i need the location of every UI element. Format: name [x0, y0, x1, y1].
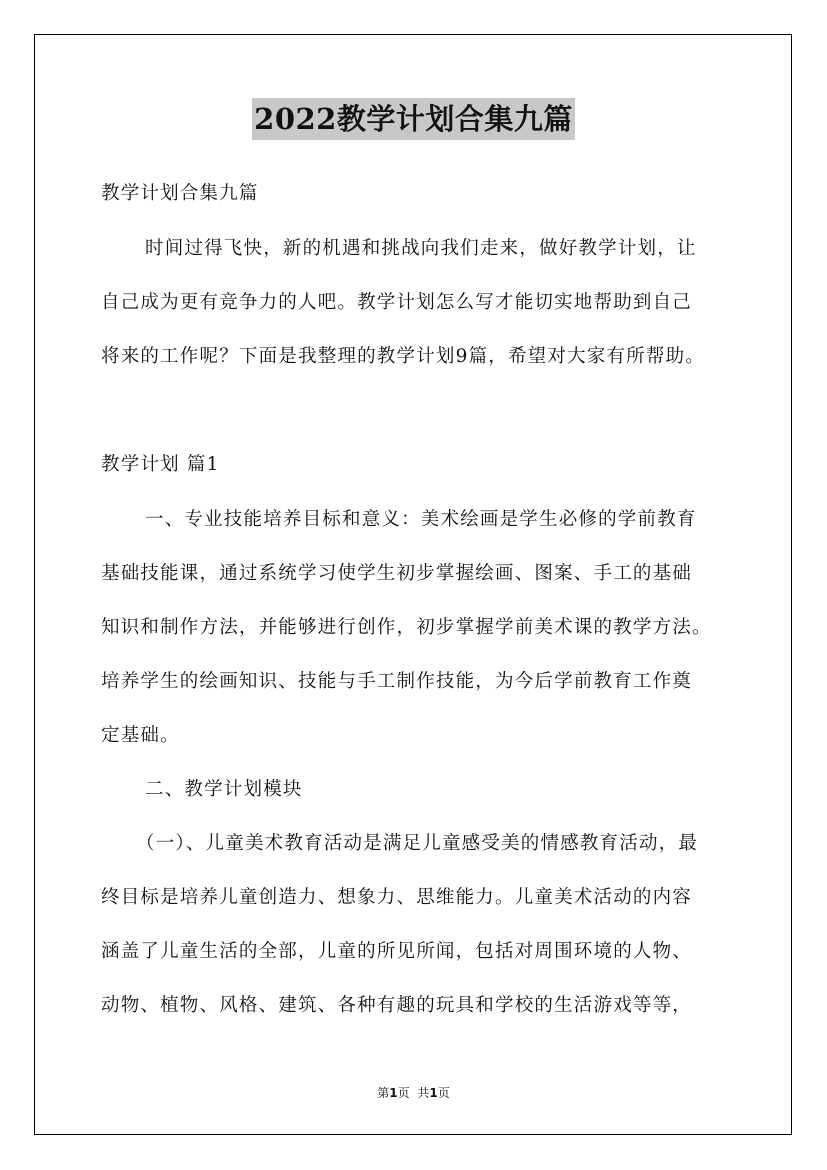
paragraph-line: 知识和制作方法，并能够进行创作，初步掌握学前美术课的教学方法。 — [101, 617, 712, 638]
paragraph-line: 二、教学计划模块 — [145, 779, 303, 800]
page-prefix: 第 — [377, 1086, 390, 1100]
document-subtitle: 教学计划合集九篇 — [101, 183, 259, 204]
total-pages: 1 — [429, 1086, 438, 1100]
paragraph-line: 基础技能课，通过系统学习使学生初步掌握绘画、图案、手工的基础 — [101, 563, 693, 584]
intro-line: 将来的工作呢？下面是我整理的教学计划9篇，希望对大家有所帮助。 — [101, 346, 705, 367]
page-suffix: 页 — [397, 1086, 410, 1100]
page-footer — [0, 1084, 827, 1101]
paragraph-line: 一、专业技能培养目标和意义：美术绘画是学生必修的学前教育 — [145, 509, 697, 530]
page-number: 1 — [389, 1086, 398, 1100]
title-container — [0, 98, 827, 140]
section-heading: 教学计划 篇1 — [101, 454, 220, 475]
document-title: 2022教学计划合集九篇 — [252, 98, 575, 140]
paragraph-line: 定基础。 — [101, 725, 180, 746]
total-prefix: 共 — [417, 1086, 430, 1100]
paragraph-line: 培养学生的绘画知识、技能与手工制作技能，为今后学前教育工作奠 — [101, 671, 693, 692]
total-suffix: 页 — [437, 1086, 450, 1100]
paragraph-line: 终目标是培养儿童创造力、想象力、思维能力。儿童美术活动的内容 — [101, 887, 693, 908]
paragraph-line: 动物、植物、风格、建筑、各种有趣的玩具和学校的生活游戏等等， — [101, 995, 693, 1016]
intro-line: 自己成为更有竞争力的人吧。教学计划怎么写才能切实地帮助到自己 — [101, 292, 693, 313]
intro-line: 时间过得飞快，新的机遇和挑战向我们走来，做好教学计划，让 — [145, 238, 697, 259]
paragraph-line: 涵盖了儿童生活的全部，儿童的所见所闻，包括对周围环境的人物、 — [101, 941, 693, 962]
paragraph-line: （一）、儿童美术教育活动是满足儿童感受美的情感教育活动，最 — [136, 833, 699, 854]
